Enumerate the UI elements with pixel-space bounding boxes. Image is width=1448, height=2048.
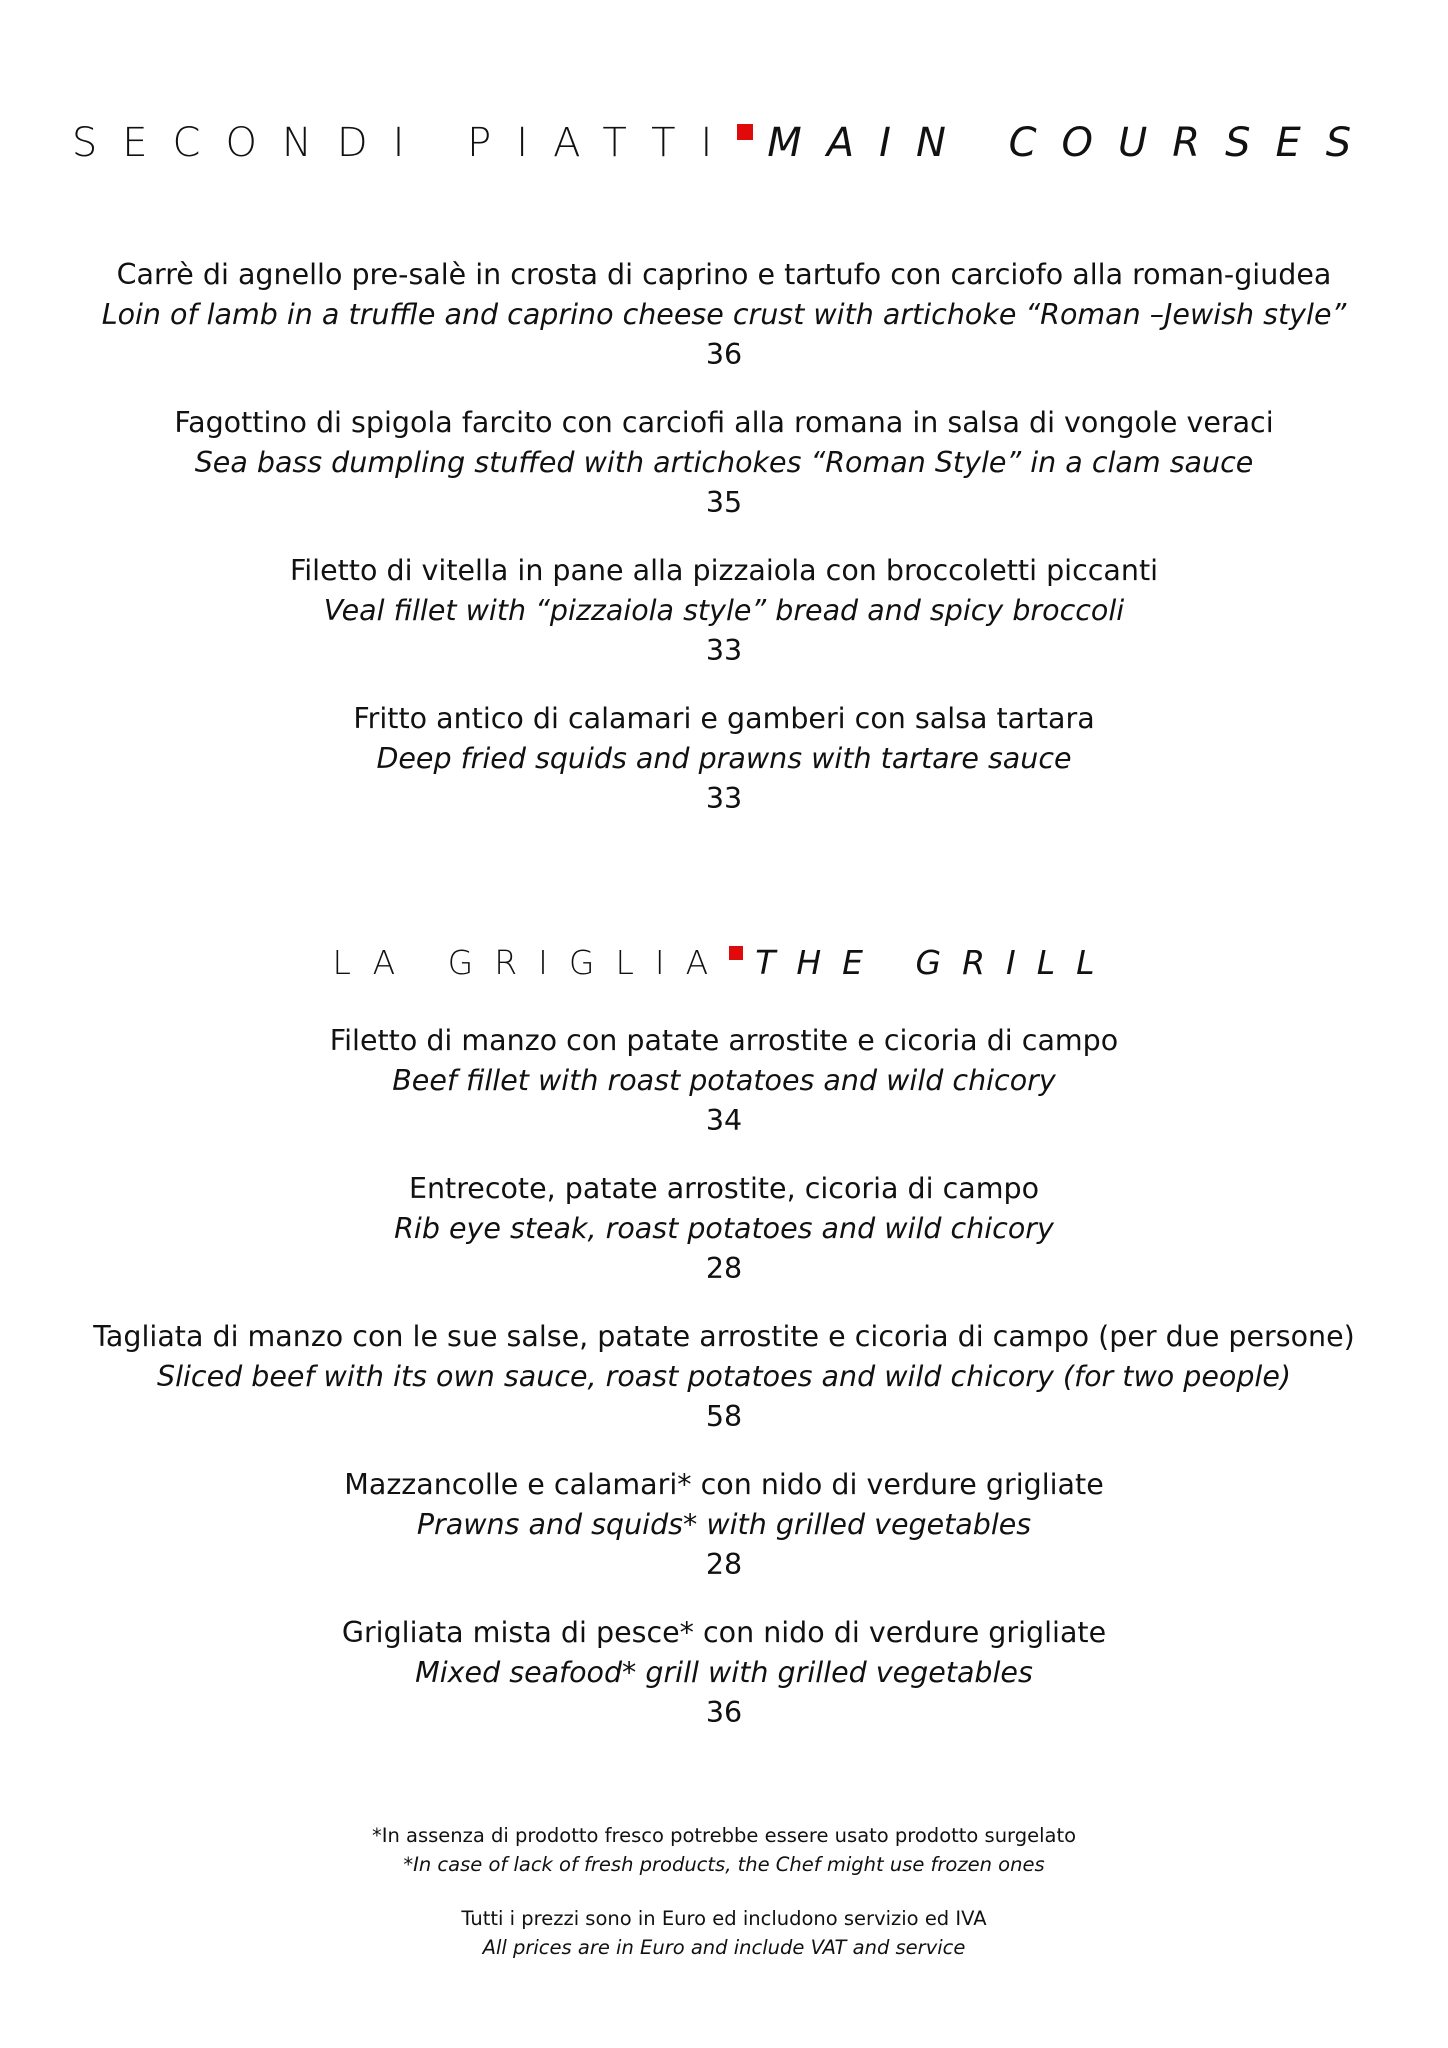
dish-name-english: Sliced beef with its own sauce, roast potatoes and wild chicory (for two people) (157, 1360, 1291, 1393)
menu-item (0, 699, 1448, 819)
menu-item (0, 403, 1448, 523)
dish-name-english: Mixed seafood* grill with grilled vegetables (415, 1656, 1033, 1689)
dish-name-english: Rib eye steak, roast potatoes and wild chicory (394, 1212, 1054, 1245)
dish-name-italian: Fagottino di spigola farcito con carciofi alla romana in salsa di vongole veraci (174, 406, 1274, 439)
footnote-frozen-products (0, 1821, 1448, 1879)
menu-item (0, 1465, 1448, 1585)
dish-name-english: Veal fillet with “pizzaiola style” bread and spicy broccoli (323, 594, 1125, 627)
dish-name-italian: Entrecote, patate arrostite, cicoria di campo (408, 1172, 1040, 1205)
footnote-italian: Tutti i prezzi sono in Euro ed includono servizio ed IVA (461, 1907, 987, 1930)
dish-price: 34 (705, 1104, 743, 1137)
section-title-english: THE GRILL (755, 942, 1116, 982)
section-title-italian: LA GRIGLIA (332, 942, 730, 982)
menu-item (0, 255, 1448, 375)
footnote-prices (0, 1904, 1448, 1962)
dish-name-italian: Fritto antico di calamari e gamberi con salsa tartara (353, 702, 1095, 735)
dish-name-english: Beef fillet with roast potatoes and wild chicory (392, 1064, 1056, 1097)
red-square-separator (729, 946, 743, 960)
dish-name-english: Deep fried squids and prawns with tartare sauce (376, 742, 1072, 775)
red-square-separator (737, 124, 753, 140)
dish-name-italian: Filetto di manzo con patate arrostite e cicoria di campo (329, 1024, 1119, 1057)
dish-name-english: Prawns and squids* with grilled vegetables (416, 1508, 1032, 1541)
dish-name-italian: Tagliata di manzo con le sue salse, patate arrostite e cicoria di campo (per due persone) (93, 1320, 1355, 1353)
footnote-italian: *In assenza di prodotto fresco potrebbe essere usato prodotto surgelato (371, 1824, 1077, 1847)
dish-price: 28 (705, 1548, 743, 1581)
menu-item (0, 1169, 1448, 1289)
dish-price: 36 (705, 338, 743, 371)
dish-name-italian: Filetto di vitella in pane alla pizzaiola con broccoletti piccanti (289, 554, 1159, 587)
dish-name-italian: Carrè di agnello pre-salè in crosta di caprino e tartufo con carciofo alla roman-giudea (116, 258, 1332, 291)
section-title-english: MAIN COURSES (767, 120, 1377, 166)
menu-item (0, 1613, 1448, 1733)
footnote-english: All prices are in Euro and include VAT and service (482, 1936, 966, 1959)
section-heading-main-courses (0, 118, 1448, 168)
dish-name-italian: Mazzancolle e calamari* con nido di verdure grigliate (344, 1468, 1104, 1501)
dish-price: 33 (705, 782, 743, 815)
dish-price: 33 (705, 634, 743, 667)
footnote-english: *In case of lack of fresh products, the Chef might use frozen ones (403, 1853, 1045, 1876)
section-heading-the-grill (0, 940, 1448, 984)
menu-item (0, 1317, 1448, 1437)
dish-price: 35 (705, 486, 743, 519)
dish-price: 58 (705, 1400, 743, 1433)
menu-item (0, 1021, 1448, 1141)
menu-item (0, 551, 1448, 671)
dish-price: 28 (705, 1252, 743, 1285)
dish-price: 36 (705, 1696, 743, 1729)
dish-name-english: Sea bass dumpling stuffed with artichokes “Roman Style” in a clam sauce (194, 446, 1254, 479)
dish-name-english: Loin of lamb in a truffle and caprino cheese crust with artichoke “Roman –Jewish style” (101, 298, 1347, 331)
dish-name-italian: Grigliata mista di pesce* con nido di verdure grigliate (341, 1616, 1107, 1649)
section-title-italian: SECONDI PIATTI (71, 120, 738, 166)
